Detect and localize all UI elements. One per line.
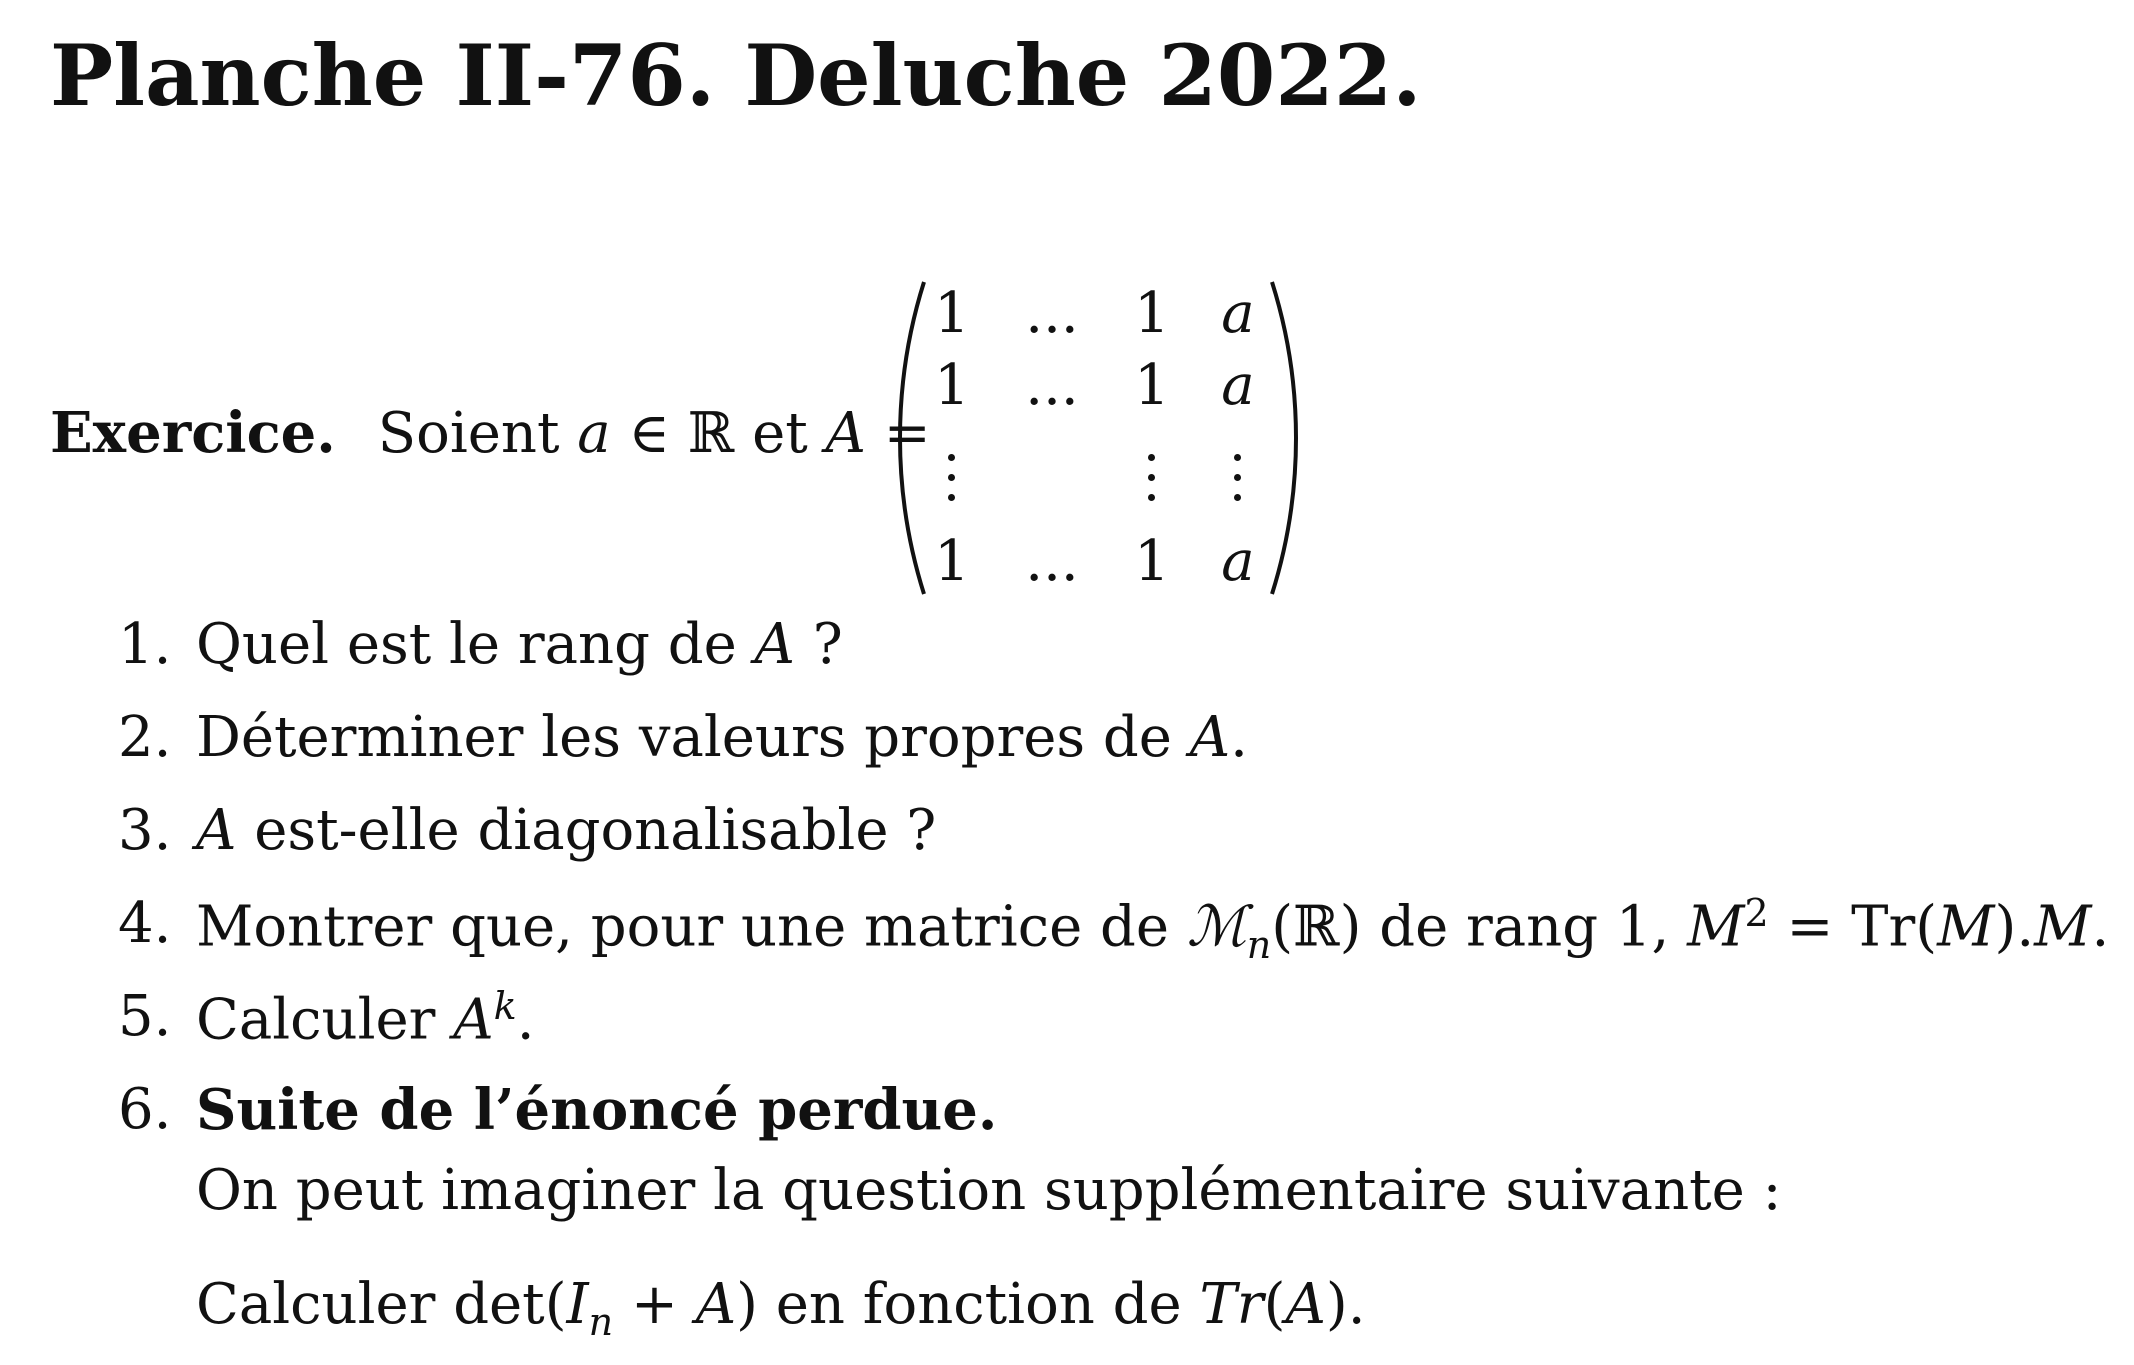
matrix-cell: ...: [1025, 353, 1079, 418]
question-text: Quel est le rang de A ?: [196, 612, 843, 677]
question-number: 5.: [118, 984, 172, 1049]
question-number: 4.: [118, 891, 172, 956]
question-text: Calculer $A^k$.: [196, 984, 535, 1053]
followup-line: On peut imaginer la question supplémentaire suivante :: [196, 1158, 1782, 1223]
exercise-label: Exercice.: [50, 400, 336, 466]
var-A: A: [825, 401, 866, 466]
matrix-cell: 1: [934, 529, 970, 594]
matrix-A: [898, 278, 1298, 598]
question-text: Déterminer les valeurs propres de A.: [196, 705, 1248, 770]
var-a: a: [577, 401, 611, 466]
page-title: Planche II-76. Deluche 2022.: [50, 26, 1422, 125]
question-number: 2.: [118, 705, 172, 770]
matrix-cell: 1: [934, 281, 970, 346]
question-number: 3.: [118, 798, 172, 863]
matrix-cell: a: [1221, 353, 1255, 418]
matrix-cell: a: [1221, 529, 1255, 594]
exercise-in-r: ∈ ℝ et: [610, 401, 826, 466]
vertical-dots-icon: [948, 454, 956, 514]
question-text: Montrer que, pour une matrice de ℳ$_n$(ℝ) de rang 1, $M^2 = Tr(M).M$.: [196, 891, 2110, 967]
question-text: A est-elle diagonalisable ?: [196, 798, 937, 863]
vertical-dots-icon: [1234, 454, 1242, 514]
exercise-intro: Soient: [377, 401, 578, 466]
question-number: 6.: [118, 1077, 172, 1142]
matrix-cell: ...: [1025, 529, 1079, 594]
question-text: Suite de l’énoncé perdue.: [196, 1077, 998, 1143]
followup-calculation: Calculer $\det(I_n + A)$ en fonction de Tr(A).: [196, 1272, 1366, 1345]
vertical-dots-icon: [1148, 454, 1156, 514]
exercise-statement: [50, 400, 931, 466]
matrix-cell: 1: [1134, 353, 1170, 418]
matrix-cell: 1: [934, 353, 970, 418]
equals-sign: =: [865, 401, 931, 466]
matrix-cell: a: [1221, 281, 1255, 346]
question-number: 1.: [118, 612, 172, 677]
matrix-cell: 1: [1134, 281, 1170, 346]
matrix-cell: ...: [1025, 281, 1079, 346]
matrix-cell: 1: [1134, 529, 1170, 594]
